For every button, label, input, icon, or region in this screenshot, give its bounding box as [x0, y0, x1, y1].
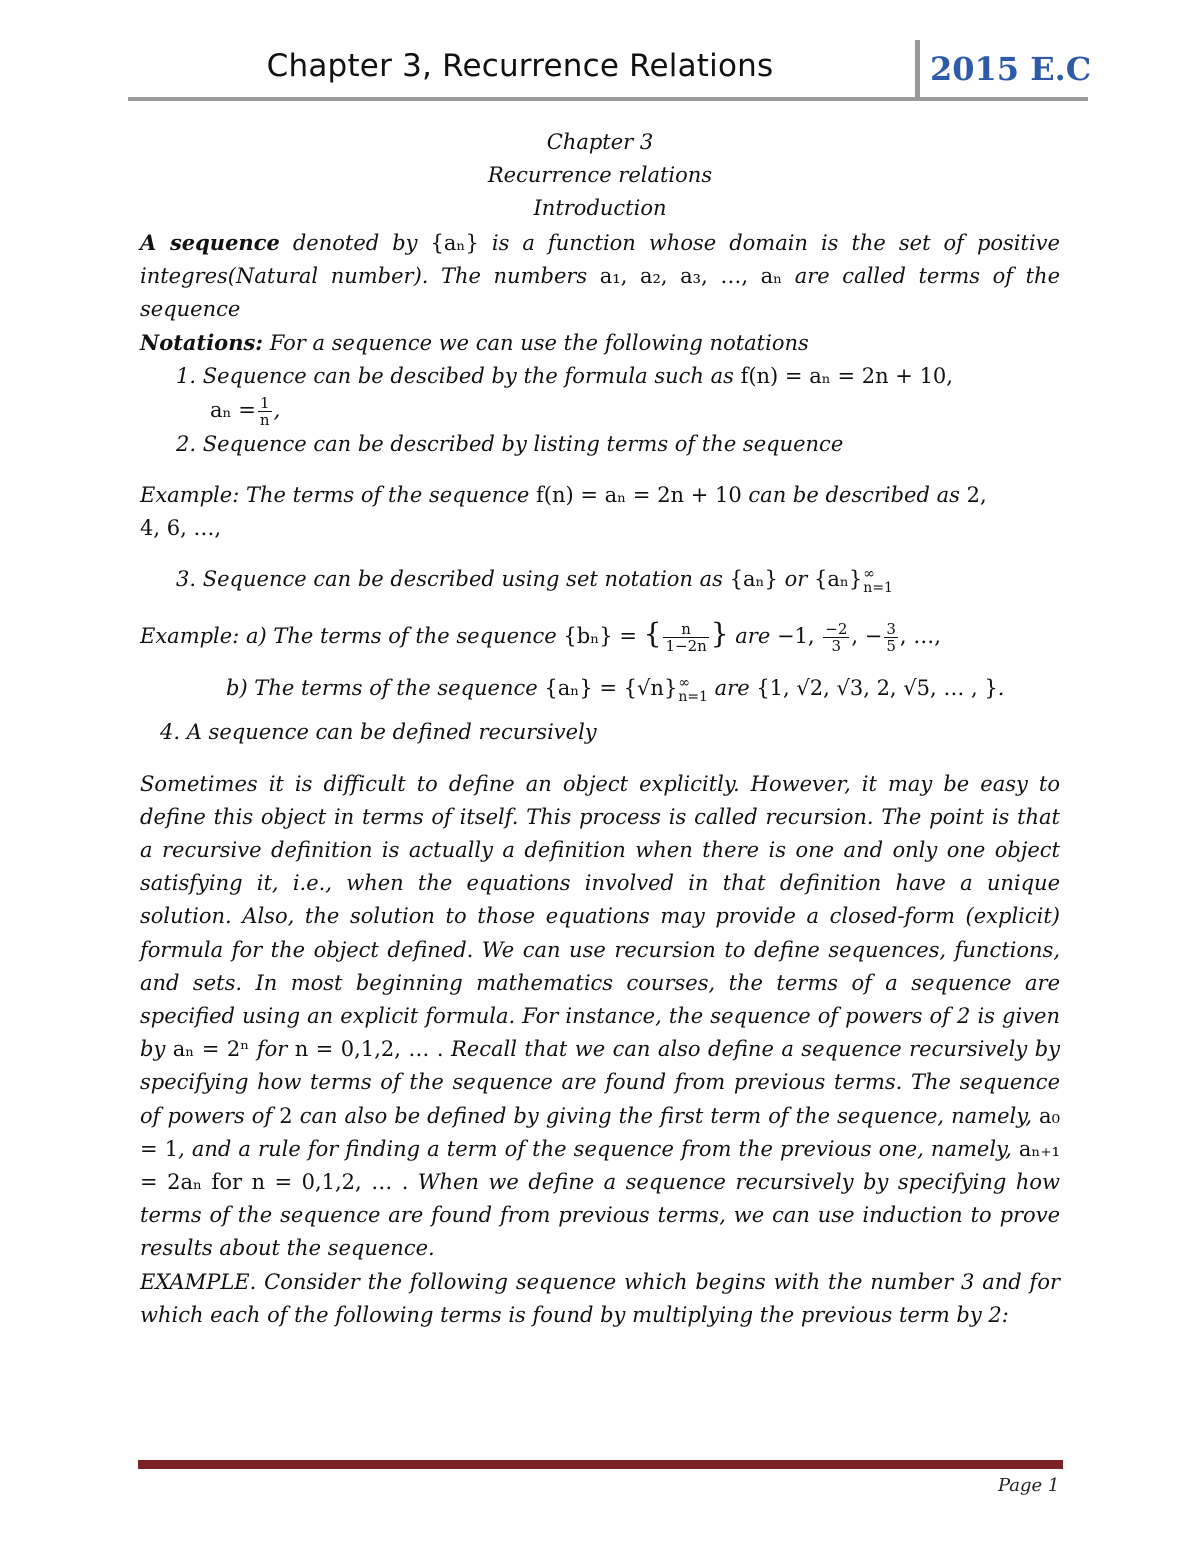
- page-body: [140, 126, 1060, 1332]
- chapter-heading: Chapter 3: [546, 130, 654, 154]
- math-sequence: {aₙ}: [430, 230, 479, 255]
- recursion-paragraph: Sometimes it is difficult to define an object explicitly. However, it may be easy to define this object in terms of itself. This process is called recursion. The point is that a recursive definition is actually a definition when there is one and only one object satisfying it, i.e., when the equations involved in that definition have a unique solution. Also, the solution to those equations may provide a closed-form (explicit) formula for the object defined. We can use recursion to define sequences, functions, and sets. In most beginning mathematics courses, the terms of a sequence are specified using an explicit formula. For instance, the sequence of powers of 2 is given by aₙ = 2ⁿ for n = 0,1,2, … . Recall that we can also define a sequence recursively by specifying how terms of the sequence are found from previous terms. The sequence of powers of 2 can also be defined by giving the first term of the sequence, namely, a₀ = 1, and a rule for finding a term of the sequence from the previous one, namely, aₙ₊₁ = 2aₙ for n = 0,1,2, … . When we define a sequence recursively by specifying how terms of the sequence are found from previous terms, we can use induction to prove results about the sequence.: [140, 771, 1061, 1261]
- running-header-title: Chapter 3, Recurrence Relations: [266, 48, 774, 84]
- notation-item-1-formula: aₙ = $\frac{1}{n}$ ,: [210, 393, 281, 429]
- example-3: EXAMPLE. Consider the following sequence which begins with the number 3 and for which each of the following terms is found by multiplying the previous term by 2:: [140, 1269, 1060, 1327]
- math-terms: a₁, a₂, a₃, …, aₙ: [599, 263, 783, 288]
- notation-item-2: 2. Sequence can be described by listing terms of the sequence: [176, 431, 844, 456]
- example-1-cont: 4, 6, …,: [140, 516, 222, 541]
- page-number: Page 1: [998, 1475, 1060, 1496]
- notations-label: Notations:: [140, 330, 264, 356]
- section-heading: Introduction: [533, 196, 667, 221]
- header-rule: [128, 97, 1088, 101]
- example-2a: Example: a) The terms of the sequence {bₙ} = { $\frac{n}{1-2n}$ } are −1, $\frac{-2}{3}$ , − $\frac{3}{5}$ , …,: [140, 617, 941, 656]
- example-2b: b) The terms of the sequence {aₙ} = {√n} ∞ n=1 are {1, √2, √3, 2, √5, … , }.: [226, 674, 1005, 705]
- definition-term: A sequence: [140, 229, 280, 255]
- notations-line: Notations: For a sequence we can use the following notations: [140, 330, 809, 356]
- fraction: $\frac{1}{n}$: [259, 393, 270, 429]
- notation-item-4: 4. A sequence can be defined recursively: [160, 720, 597, 745]
- header-divider: [915, 40, 920, 100]
- notation-item-1: 1. Sequence can be descibed by the formula such as f(n) = aₙ = 2n + 10,: [176, 364, 953, 389]
- footer-rule: [138, 1460, 1063, 1469]
- topic-heading: Recurrence relations: [487, 163, 713, 188]
- example-1: Example: The terms of the sequence f(n) = aₙ = 2n + 10 can be described as 2,: [140, 482, 987, 507]
- header-year: 2015 E.C: [930, 50, 1092, 88]
- definition-paragraph: A sequence denoted by {aₙ} is a function whose domain is the set of positive integres(Natural number). The numbers a₁, a₂, a₃, …, aₙ are called terms of the sequence: [140, 229, 1060, 322]
- notation-item-3: 3. Sequence can be described using set notation as {aₙ} or {aₙ} ∞ n=1: [176, 565, 893, 596]
